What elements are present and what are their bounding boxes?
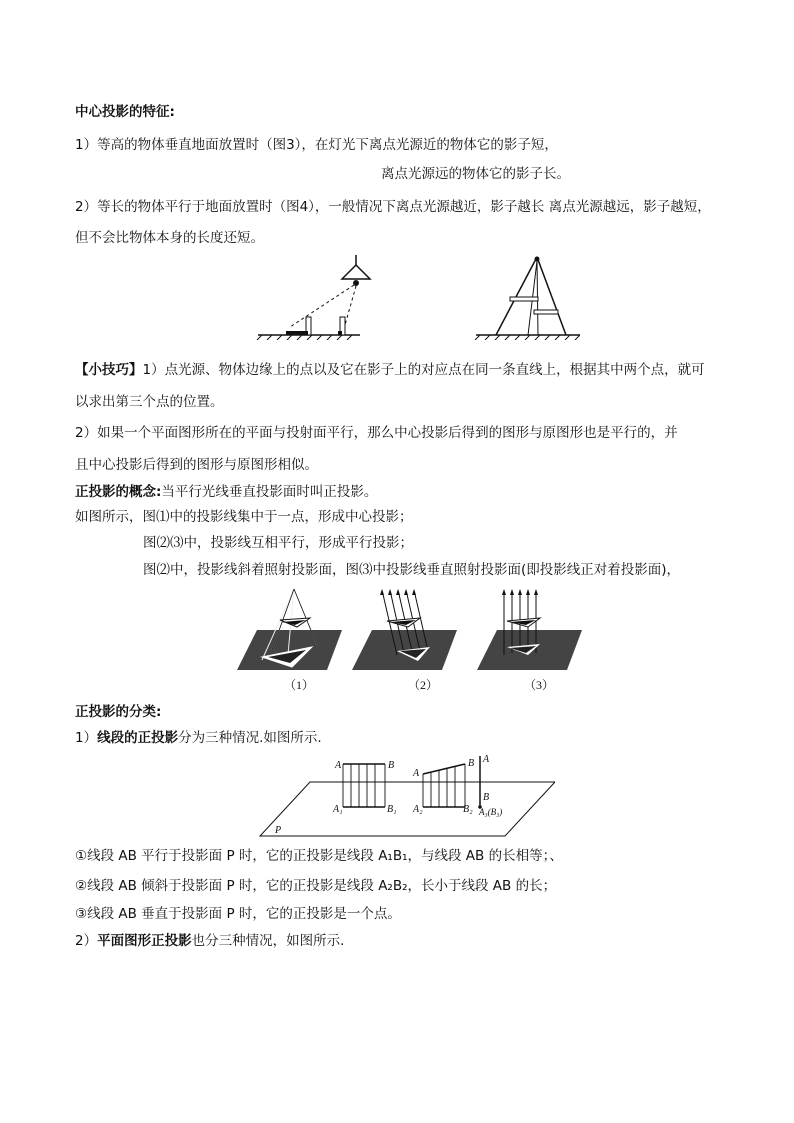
- label-b2: B₂: [463, 804, 473, 815]
- ortho-l3: 图⑵中，投影线斜着照射投影面，图⑶中投影线垂直照射投影面(即投影线正对着投影面)，: [143, 562, 681, 578]
- label-plane-p: P: [275, 825, 282, 836]
- projection-figures: [232, 585, 592, 695]
- oblique-projection-figure: [352, 589, 457, 670]
- label-a-3: A: [483, 754, 490, 765]
- label-a-2: A: [413, 768, 420, 779]
- fig-label-2: （2）: [408, 678, 439, 692]
- classify-s2-prefix: 2）: [75, 933, 98, 949]
- central-p1a: 1）等高的物体垂直地面放置时（图3），在灯光下离点光源近的物体它的影子短，: [75, 137, 558, 153]
- classify-case3: ③线段 AB 垂直于投影面 P 时，它的正投影是一个点。: [75, 906, 401, 922]
- classify-case1: ①线段 AB 平行于投影面 P 时，它的正投影是线段 A₁B₁，与线段 AB 的长相等；、: [75, 848, 563, 864]
- classify-s1: [75, 728, 322, 748]
- central-p1b: 离点光源远的物体它的影子长。: [381, 166, 570, 182]
- classify-s1-bold: 线段的正投影: [97, 730, 179, 746]
- label-b-3: B: [483, 792, 490, 803]
- central-projection-figure: [237, 589, 342, 670]
- ortho-concept-line: [75, 482, 377, 502]
- figure-3: [257, 255, 370, 340]
- tips-label: 【小技巧】: [75, 362, 143, 378]
- fig-label-1: （1）: [284, 678, 315, 692]
- ortho-concept-text: 当平行光线垂直投影面时叫正投影。: [161, 484, 378, 500]
- tips-t2b: 且中心投影后得到的图形与原图形相似。: [75, 457, 318, 473]
- classify-heading: 正投影的分类:: [75, 704, 162, 720]
- label-a2: A₂: [413, 804, 423, 815]
- label-b-2: B: [468, 758, 475, 769]
- plane-p: [260, 782, 555, 836]
- ortho-l1: 如图所示，图⑴中的投影线集中于一点，形成中心投影；: [75, 509, 413, 525]
- classify-s2: [75, 931, 344, 951]
- classify-s1-prefix: 1）: [75, 730, 98, 746]
- central-heading: 中心投影的特征:: [75, 104, 175, 120]
- segment-projection-figure: [255, 752, 555, 844]
- lamp-icon: [342, 265, 370, 279]
- tips-t1a: 1）点光源、物体边缘上的点以及它在影子上的对应点在同一条直线上，根据其中两个点，就可: [142, 362, 705, 378]
- label-b1: B₁: [387, 804, 397, 815]
- tips-line-1: [75, 360, 705, 380]
- ortho-l2: 图⑵⑶中，投影线互相平行，形成平行投影；: [143, 535, 413, 551]
- orthographic-projection-figure: [477, 589, 582, 670]
- label-a1: A₁: [333, 804, 343, 815]
- figure-4: [475, 257, 580, 341]
- tips-t1b: 以求出第三个点的位置。: [75, 394, 224, 410]
- classify-s2-bold: 平面图形正投影: [97, 933, 192, 949]
- lamp-shadow-figures: [250, 255, 580, 340]
- classify-s2-rest: 也分三种情况，如图所示.: [191, 933, 345, 949]
- ortho-concept-label: 正投影的概念:: [75, 484, 162, 500]
- classify-case2: ②线段 AB 倾斜于投影面 P 时，它的正投影是线段 A₂B₂，长小于线段 AB 的长；: [75, 878, 557, 894]
- classify-s1-rest: 分为三种情况.如图所示.: [178, 730, 322, 746]
- central-p2a: 2）等长的物体平行于地面放置时（图4），一般情况下离点光源越近，影子越长 离点光源越远，影子越短，: [75, 199, 711, 215]
- label-a: A: [335, 760, 342, 771]
- label-b: B: [388, 760, 395, 771]
- fig-label-3: （3）: [524, 678, 555, 692]
- tips-t2a: 2）如果一个平面图形所在的平面与投射面平行，那么中心投影后得到的图形与原图形也是平行的，并: [75, 425, 678, 441]
- central-p2b: 但不会比物体本身的长度还短。: [75, 230, 264, 246]
- label-point: A₃(B₃): [479, 807, 503, 817]
